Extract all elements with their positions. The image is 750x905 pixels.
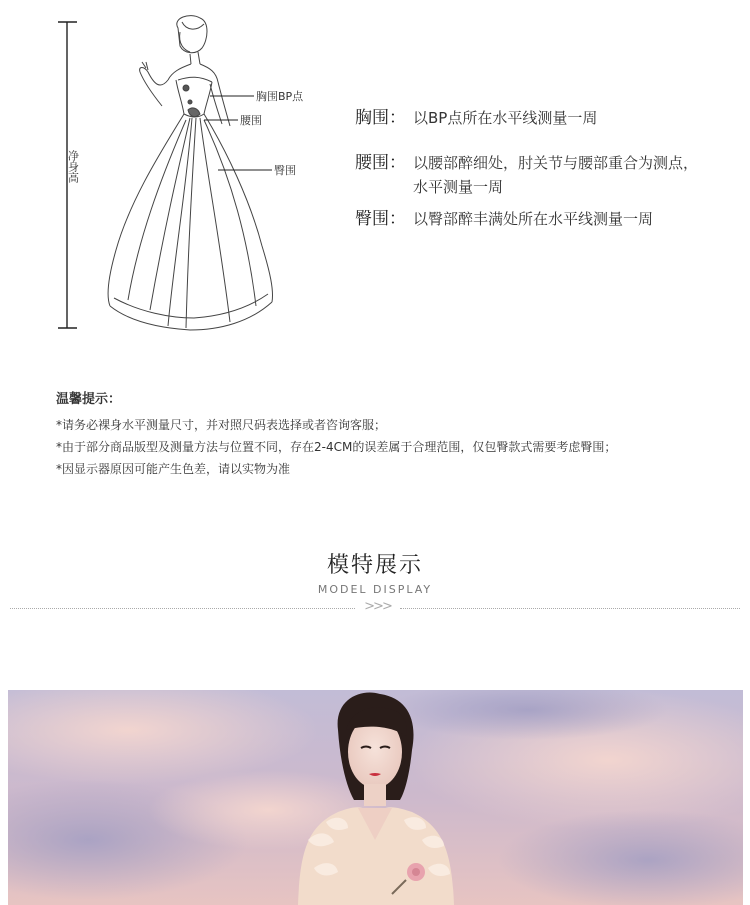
definition-desc: 以BP点所在水平线测量一周 [413,109,598,127]
definition-bust [355,106,715,130]
definition-term: 臀围： [355,209,406,229]
label-bust: 胸围BP点 [256,90,304,103]
model-display-title: 模特展示 [326,553,423,578]
model-photo-illustration [8,690,743,905]
definition-waist [355,151,715,199]
measurement-section [0,0,750,360]
figure-sketch [108,16,273,330]
chevron-right-icon: >>> [364,599,391,614]
model-display-subtitle: MODEL DISPLAY [317,583,433,596]
dotted-divider-left [10,608,355,609]
definition-desc: 以腰部醉细处，肘关节与腰部重合为测点，水平测量一周 [413,154,699,196]
tips-title: 温馨提示： [56,392,122,407]
label-waist: 腰围 [240,114,262,127]
tips-line: *请务必裸身水平测量尺寸，并对照尺码表选择或者咨询客服； [56,418,387,432]
tips-line: *由于部分商品版型及测量方法与位置不同，存在2-4CM的误差属于合理范围，仅包臀款式需要考虑臀围； [56,440,617,454]
tips-line: *因显示器原因可能产生色差，请以实物为准 [56,462,291,476]
dress-sketch-diagram [50,10,380,340]
definition-hip [355,207,715,231]
label-hip: 臀围 [274,164,296,177]
pointer-lines [204,96,272,170]
definition-desc: 以臀部醉丰满处所在水平线测量一周 [413,210,654,228]
dotted-divider-right [400,608,740,609]
tips-section [56,388,736,480]
definition-term: 胸围： [355,108,406,128]
definition-term: 腰围： [355,153,406,173]
model-photo [8,690,743,905]
model-display-header [0,540,750,620]
label-height: 净身高 [66,150,80,183]
